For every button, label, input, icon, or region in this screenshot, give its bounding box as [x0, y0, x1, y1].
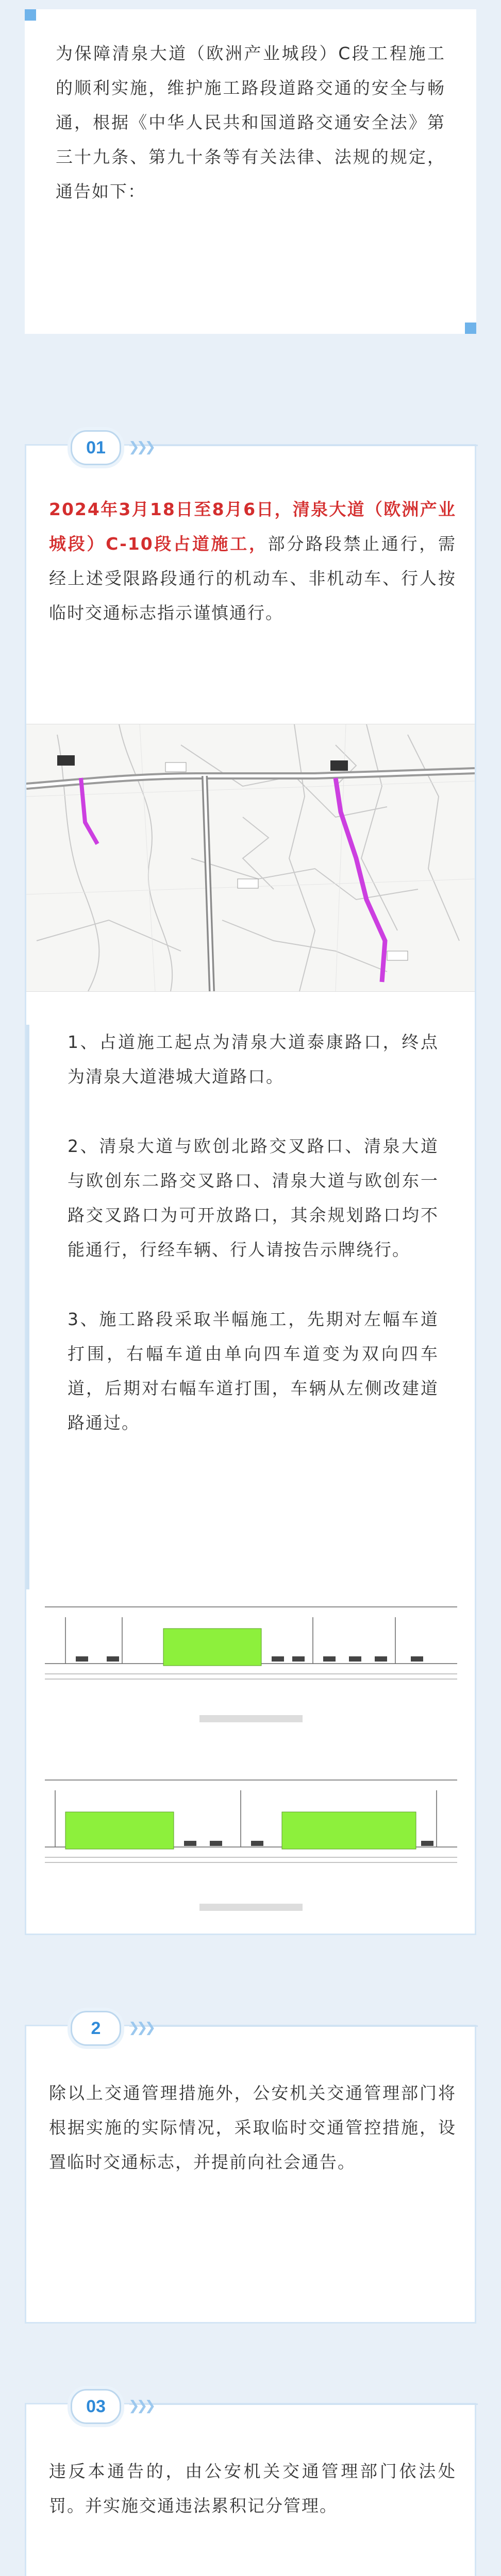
points-panel	[26, 1025, 475, 1589]
intro-card	[25, 9, 476, 334]
chevrons-icon: ❯❯❯	[128, 2020, 153, 2036]
chevrons-icon: ❯❯❯	[128, 439, 153, 455]
notice-text: 部分路段禁止通行，需经上述受限路段通行的机动车、非机动车、行人按临时交通标志指示谨慎通行。	[49, 534, 456, 623]
point-1: 1、占道施工起点为清泉大道泰康路口，终点为清泉大道港城大道路口。	[68, 1032, 439, 1087]
section-1-body	[49, 492, 456, 630]
section-1-card	[25, 437, 476, 1935]
section-number-badge: 01	[71, 430, 121, 465]
corner-decoration	[465, 323, 476, 334]
construction-route-west	[81, 778, 97, 844]
section-2-text: 除以上交通管理措施外，公安机关交通管理部门将根据实施的实际情况，采取临时交通管控措施，设置临时交通标志，并提前向社会通告。	[49, 2083, 456, 2172]
point-3: 3、施工路段采取半幅施工，先期对左幅车道打围，右幅车道由单向四车道变为双向四车道，后期对右幅车道打围，车辆从左侧改建道路通过。	[68, 1309, 439, 1433]
chevrons-icon: ❯❯❯	[128, 2398, 153, 2414]
section-1-paragraph	[49, 492, 456, 630]
closed-lanes-block	[163, 1629, 261, 1666]
section-divider	[129, 445, 478, 446]
section-3-text: 违反本通告的，由公安机关交通管理部门依法处罚。并实施交通违法累积记分管理。	[49, 2461, 456, 2516]
corner-decoration	[25, 9, 36, 21]
cross-section-1	[45, 1597, 457, 1746]
cross-section-2	[45, 1770, 457, 1924]
notice-highlight: 2024年3月18日至8月6日，清泉大道（欧洲产业城段）C-10段占道施工，	[49, 499, 456, 554]
point-2: 2、清泉大道与欧创北路交叉路口、清泉大道与欧创东二路交叉路口、清泉大道与欧创东一路交叉路口为可开放路口，其余规划路口均不能通行，行经车辆、行人请按告示牌绕行。	[68, 1136, 439, 1260]
intro-text: 为保障清泉大道（欧洲产业城段）C段工程施工的顺利实施，维护施工路段道路交通的安全与畅通，根据《中华人民共和国道路交通安全法》第三十九条、第九十条等有关法律、法规的规定，通告如下：	[56, 43, 445, 201]
route-map	[26, 724, 475, 992]
section-divider	[129, 2403, 478, 2405]
closed-lanes-block	[282, 1812, 416, 1849]
points-rule	[26, 1025, 29, 1589]
section-2-card	[25, 2018, 476, 2324]
section-3-card	[25, 2396, 476, 2576]
closed-lanes-block	[65, 1812, 174, 1849]
map-svg	[26, 724, 475, 991]
section-number-badge: 03	[71, 2389, 121, 2424]
section-number-badge: 2	[71, 2011, 121, 2046]
section-divider	[129, 2025, 478, 2027]
